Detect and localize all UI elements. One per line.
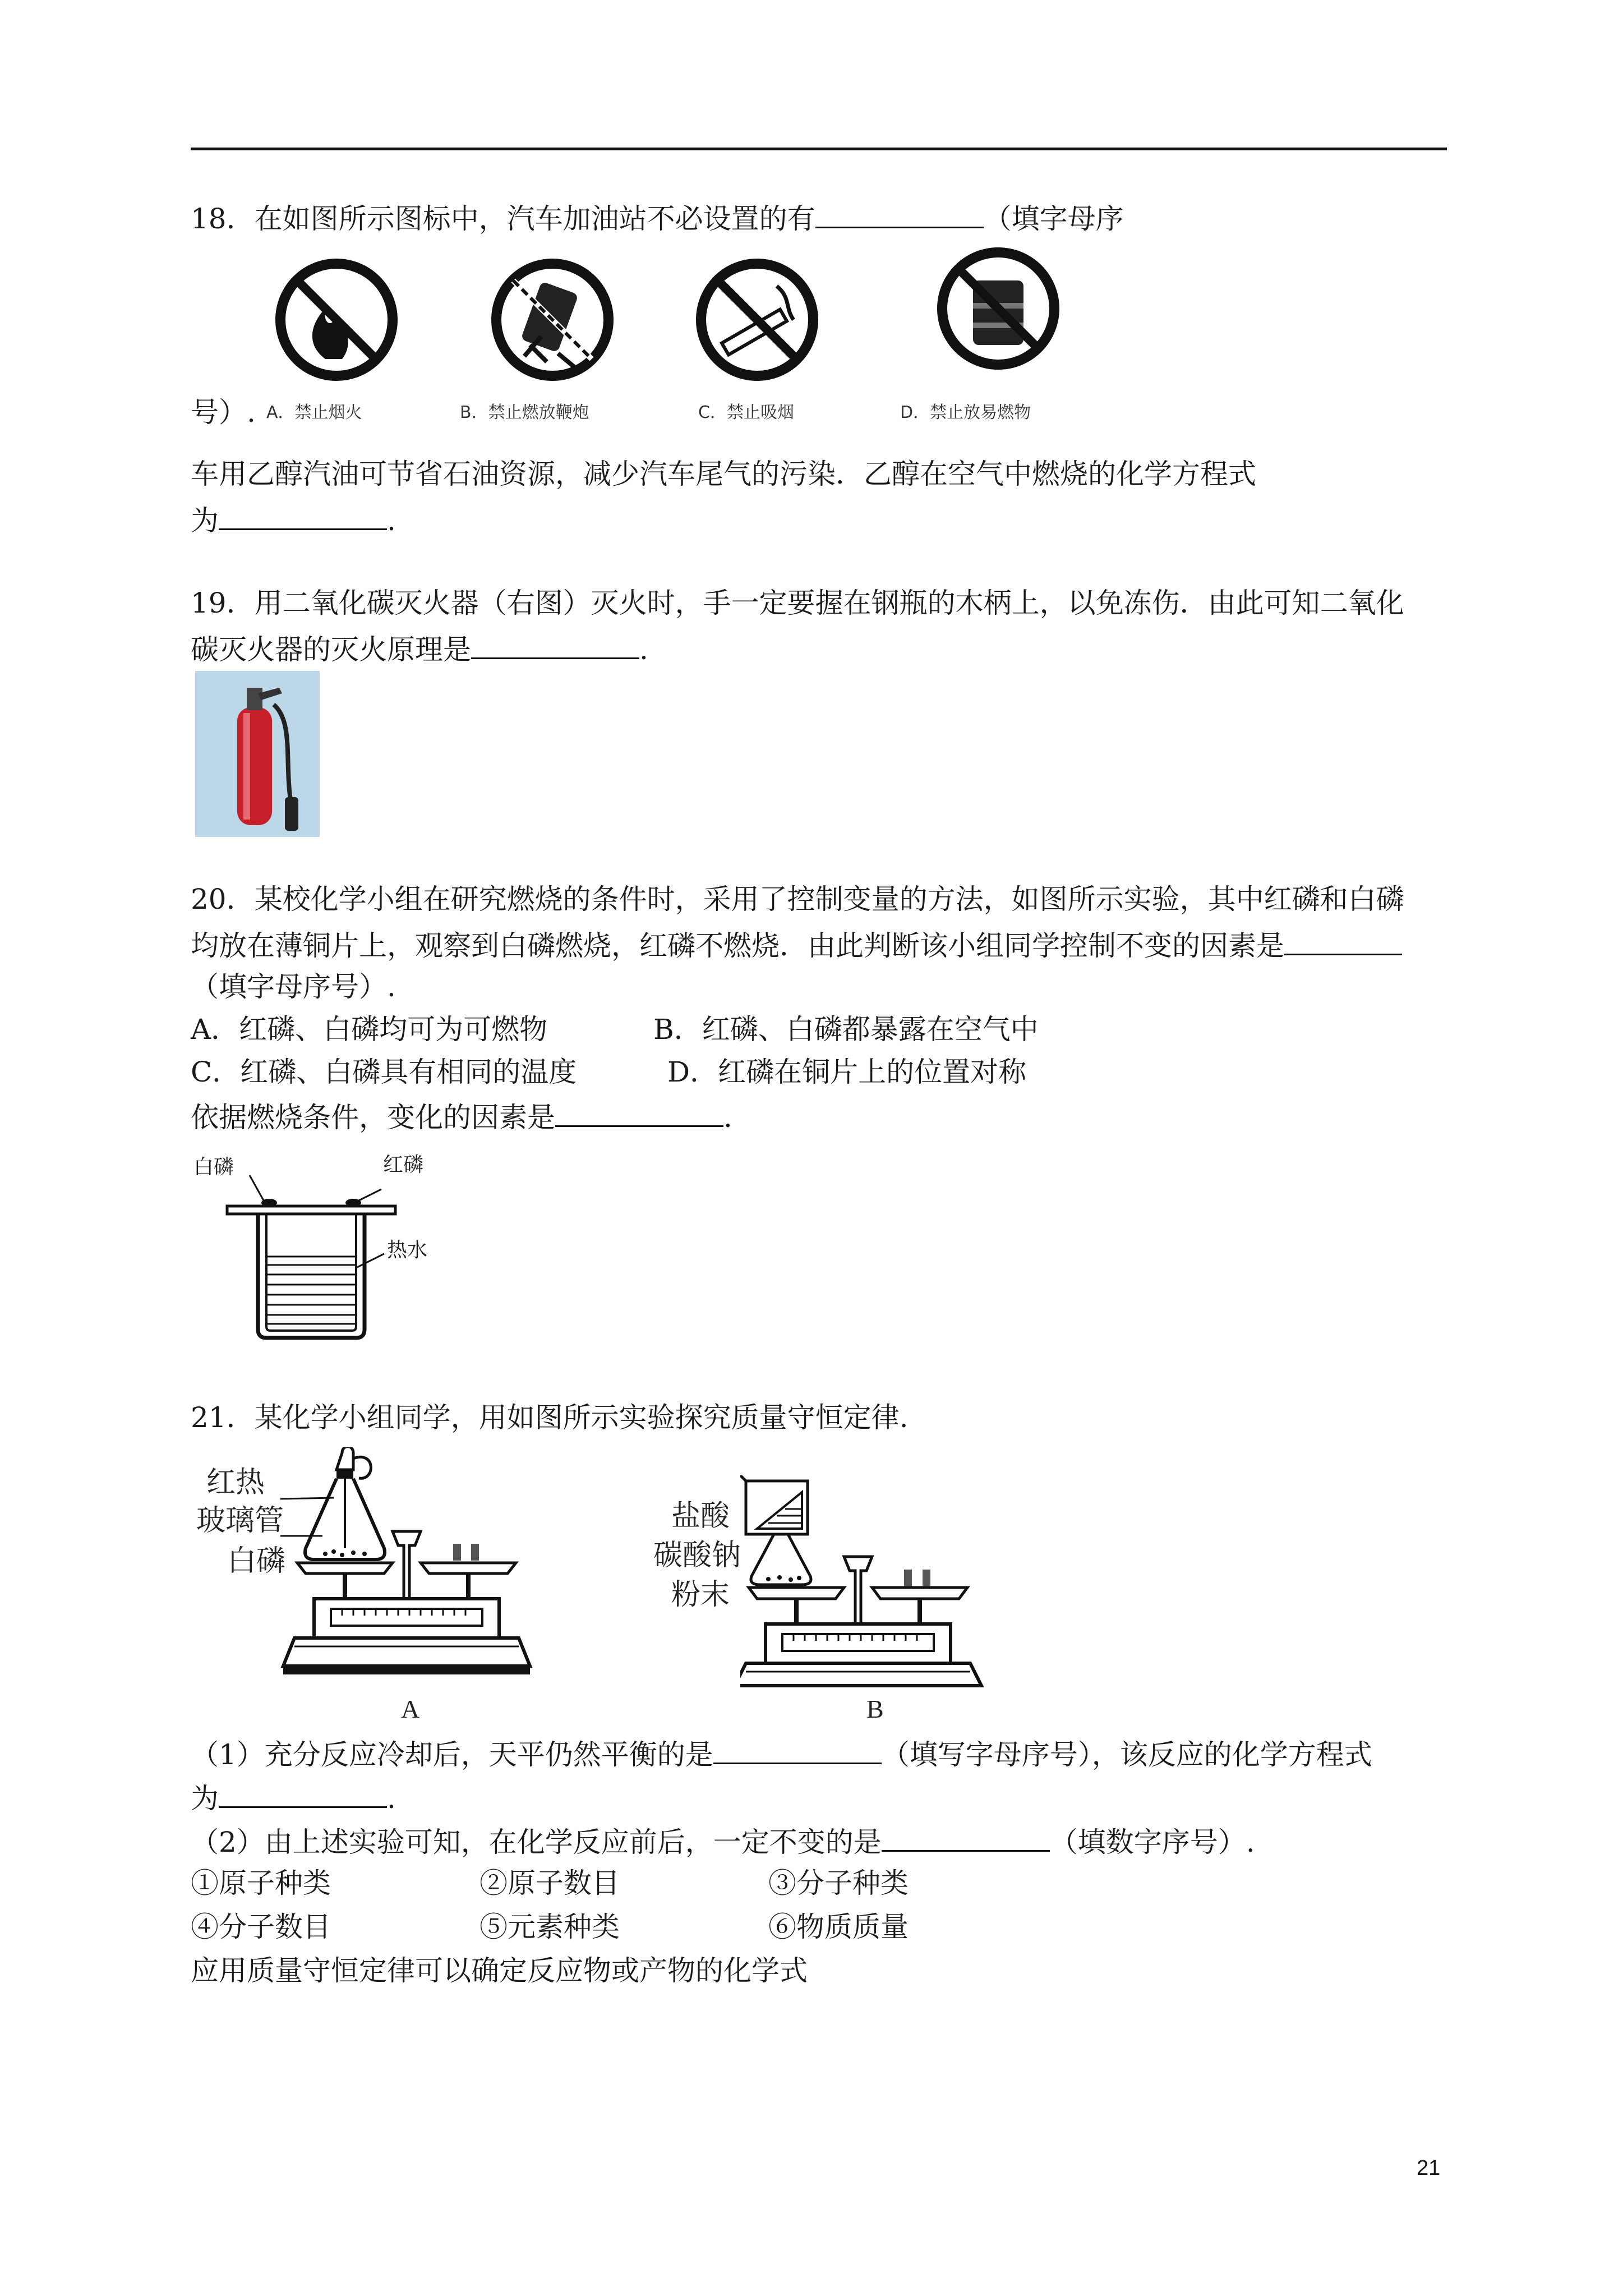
q21-option-6: ⑥物质质量: [768, 1911, 909, 1943]
diagram-a-label-hot: 红热: [206, 1466, 265, 1499]
q21-option-5: ⑤元素种类: [479, 1911, 620, 1943]
no-flammable-icon: [942, 252, 1054, 365]
no-fire-icon: [280, 264, 393, 376]
q21-option-3: ③分子种类: [768, 1867, 909, 1899]
q20-line3: （填字母序号）.: [191, 970, 396, 1003]
q20-line6: 依据燃烧条件，变化的因素是 .: [191, 1101, 732, 1134]
q21-line1: 21．某化学小组同学，用如图所示实验探究质量守恒定律.: [191, 1401, 909, 1434]
fire-extinguisher-photo: [195, 671, 320, 837]
beaker-diagram: [193, 1144, 485, 1346]
q20-option-a: A．红磷、白磷均可为可燃物: [191, 1013, 548, 1046]
white-phosphorus-label: 白磷: [193, 1156, 234, 1179]
q18-line1-cont: 号）.: [191, 396, 256, 429]
q21-part1: （1）充分反应冷却后，天平仍然平衡的是 （填写字母序号），该反应的化学方程式: [191, 1738, 1372, 1771]
diagram-b-caption: B: [866, 1695, 884, 1723]
diagram-b-label-acid: 盐酸: [671, 1499, 730, 1533]
answer-blank[interactable]: [713, 1738, 882, 1764]
balance-diagram-b: [740, 1475, 1009, 1694]
sign-b-caption: B．禁止燃放鞭炮: [460, 403, 589, 422]
sign-c-caption: C．禁止吸烟: [698, 403, 794, 422]
q20-option-b: B．红磷、白磷都暴露在空气中: [653, 1013, 1039, 1046]
diagram-a-caption: A: [401, 1695, 420, 1723]
diagram-b-label-sodium-carbonate: 碳酸钠: [653, 1539, 741, 1572]
balance-diagram-a: [280, 1447, 550, 1694]
diagram-b-label-powder: 粉末: [671, 1578, 730, 1612]
q18-line3: 为 .: [191, 504, 396, 537]
diagram-a-label-phosphorus: 白磷: [227, 1544, 286, 1578]
q21-option-1: ①原子种类: [191, 1867, 331, 1899]
sign-d-caption: D．禁止放易燃物: [900, 403, 1031, 422]
diagram-a-label-tube: 玻璃管: [196, 1504, 284, 1538]
answer-blank[interactable]: [815, 202, 984, 228]
q21-part1-cont: 为 .: [191, 1782, 396, 1815]
no-smoking-icon: [701, 264, 813, 376]
q20-line1: 20．某校化学小组在研究燃烧的条件时，采用了控制变量的方法，如图所示实验，其中红磷和白磷: [191, 883, 1404, 915]
q18-line2: 车用乙醇汽油可节省石油资源，减少汽车尾气的污染．乙醇在空气中燃烧的化学方程式: [191, 458, 1256, 490]
answer-blank[interactable]: [219, 1782, 387, 1808]
page-number: 21: [1417, 2156, 1441, 2180]
sign-a-caption: A．禁止烟火: [266, 403, 362, 422]
no-firecracker-icon: [496, 264, 608, 376]
q18-line1: 18．在如图所示图标中，汽车加油站不必设置的有 （填字母序: [191, 203, 1124, 235]
header-rule: [191, 148, 1447, 150]
answer-blank[interactable]: [1284, 929, 1402, 955]
red-phosphorus-label: 红磷: [383, 1153, 424, 1176]
q19-line2: 碳灭火器的灭火原理是 .: [191, 633, 648, 666]
q20-line2: 均放在薄铜片上，观察到白磷燃烧，红磷不燃烧．由此判断该小组同学控制不变的因素是: [191, 929, 1402, 960]
q21-option-2: ②原子数目: [479, 1867, 620, 1899]
diagram-a-pointer-lines: [280, 1492, 359, 1543]
answer-blank[interactable]: [219, 504, 387, 530]
q21-option-4: ④分子数目: [191, 1911, 331, 1943]
hot-water-label: 热水: [387, 1239, 428, 1262]
q21-last-line: 应用质量守恒定律可以确定反应物或产物的化学式: [191, 1954, 808, 1987]
q20-option-d: D．红磷在铜片上的位置对称: [667, 1056, 1027, 1088]
q19-line1: 19．用二氧化碳灭火器（右图）灭火时，手一定要握在钢瓶的木柄上，以免冻伤．由此可知二氧化: [191, 587, 1404, 619]
q20-option-c: C．红磷、白磷具有相同的温度: [191, 1056, 577, 1088]
answer-blank[interactable]: [555, 1101, 723, 1127]
answer-blank[interactable]: [471, 633, 639, 659]
answer-blank[interactable]: [882, 1825, 1050, 1852]
q21-part2: （2）由上述实验可知，在化学反应前后，一定不变的是 （填数字序号）.: [191, 1826, 1255, 1858]
